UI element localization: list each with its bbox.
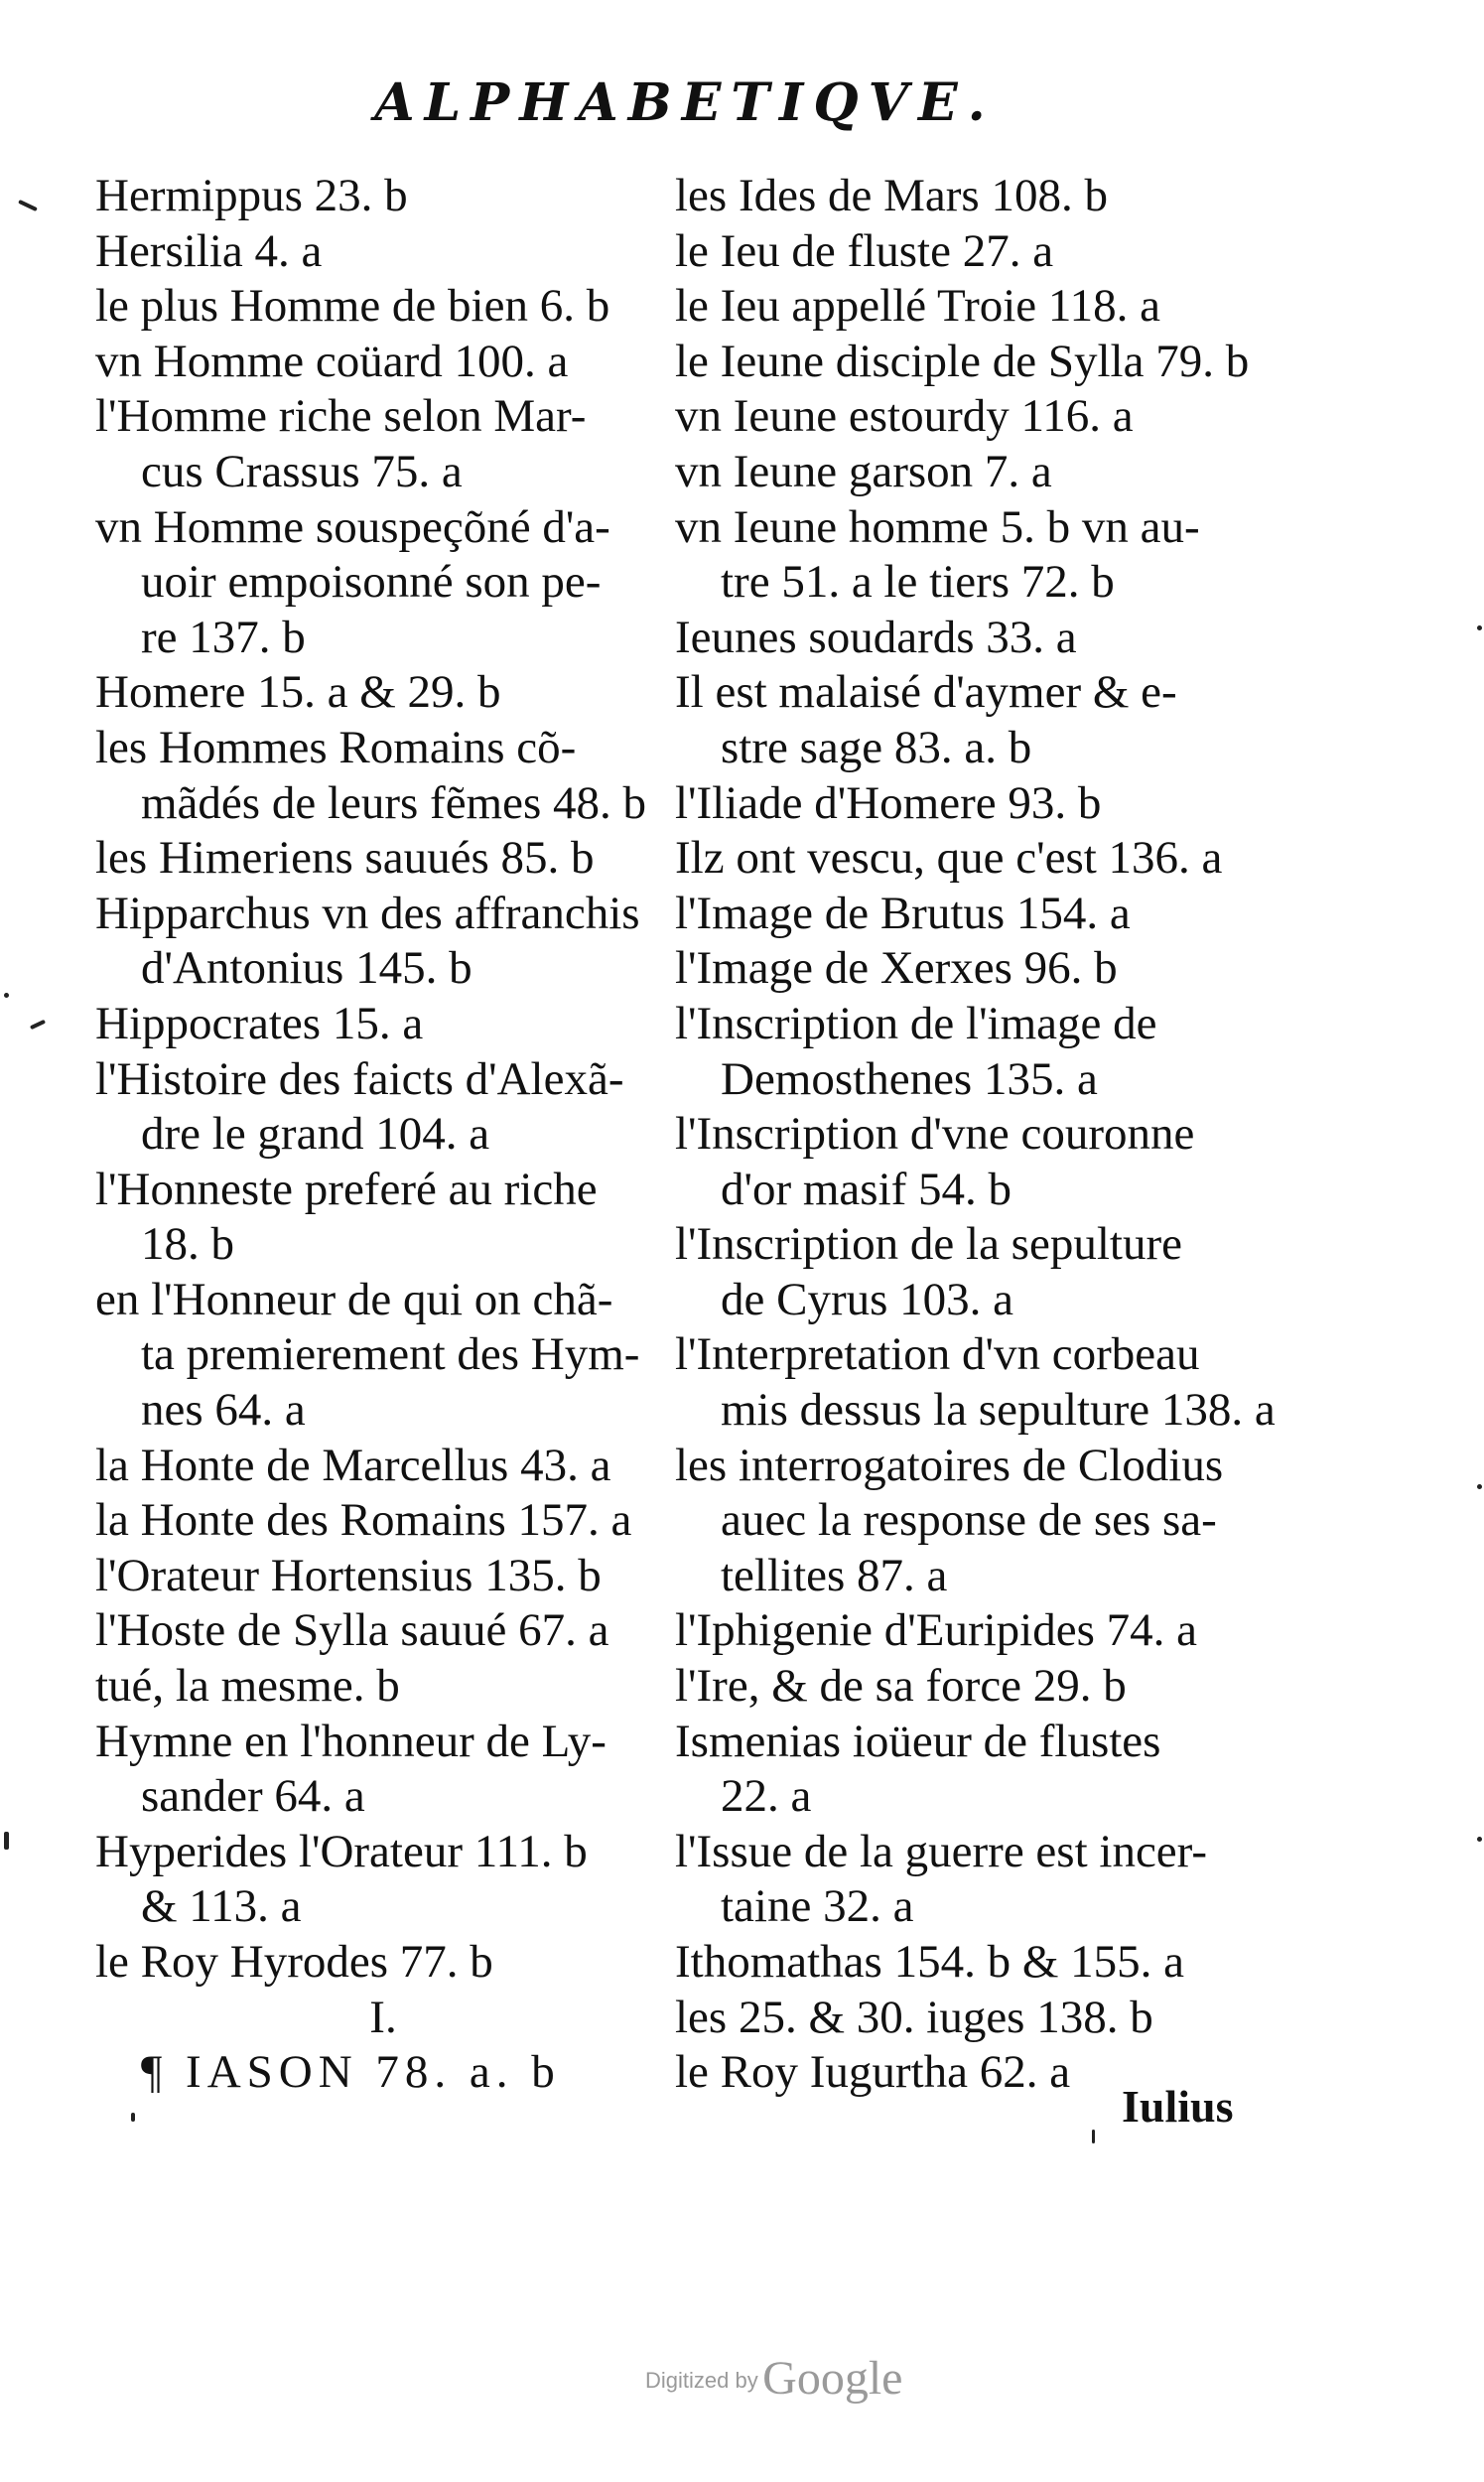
- index-entry-line: dre le grand 104. a: [141, 1108, 490, 1161]
- index-entry-line: Ismenias ioüeur de flustes: [675, 1715, 1161, 1767]
- index-entry-line: auec la response de ses sa-: [721, 1494, 1217, 1547]
- section-letter-heading: I.: [369, 1991, 397, 2043]
- scan-speck: [4, 1832, 9, 1850]
- index-entry-line: les 25. & 30. iuges 138. b: [675, 1991, 1153, 2043]
- index-entry-line: tué, la mesme. b: [95, 1660, 400, 1713]
- index-entry-line: stre sage 83. a. b: [721, 721, 1032, 773]
- index-entry-line: nes 64. a: [141, 1384, 306, 1437]
- index-entry-line: mis dessus la sepulture 138. a: [721, 1384, 1276, 1437]
- index-entry-line: 22. a: [721, 1770, 812, 1823]
- scan-speck: [30, 1020, 46, 1030]
- scan-speck: [1477, 1837, 1482, 1842]
- index-entry-line: de Cyrus 103. a: [721, 1273, 1014, 1325]
- index-entry-line: les interrogatoires de Clodius: [675, 1439, 1224, 1491]
- index-entry-line: Hermippus 23. b: [95, 170, 408, 221]
- index-entry-line: Hymne en l'honneur de Ly-: [95, 1715, 607, 1767]
- index-entry-line: Il est malaisé d'aymer & e-: [675, 666, 1177, 719]
- scan-speck: [18, 200, 38, 211]
- index-entry-line: tre 51. a le tiers 72. b: [721, 556, 1115, 609]
- index-entry-line: l'Inscription d'vne couronne: [675, 1108, 1195, 1161]
- running-head: ALPHABETIQVE.: [374, 72, 996, 133]
- catchword: Iulius: [1122, 2081, 1234, 2132]
- digitization-watermark: [645, 2351, 902, 2406]
- index-entry-line: l'Ire, & de sa force 29. b: [675, 1660, 1127, 1713]
- index-entry-line: l'Image de Xerxes 96. b: [675, 942, 1118, 995]
- index-column-right: [675, 169, 1276, 2101]
- index-entry-line: uoir empoisonné son pe-: [141, 556, 602, 609]
- index-entry-line: sander 64. a: [141, 1770, 365, 1823]
- index-entry-line: cus Crassus 75. a: [141, 445, 463, 497]
- index-entry-line: & 113. a: [141, 1880, 302, 1933]
- index-entry-line: Hyperides l'Orateur 111. b: [95, 1825, 588, 1877]
- scan-speck: [1477, 625, 1482, 630]
- index-entry-line: Ithomathas 154. b & 155. a: [675, 1936, 1185, 1988]
- index-entry-line: les Ides de Mars 108. b: [675, 170, 1108, 221]
- index-entry-line: le Roy Iugurtha 62. a: [675, 2046, 1071, 2099]
- index-entry-line: Hersilia 4. a: [95, 224, 323, 277]
- index-entry-line: Hippocrates 15. a: [95, 997, 424, 1049]
- scan-speck: [131, 2113, 135, 2122]
- index-entry-line: d'or masif 54. b: [721, 1163, 1012, 1215]
- scan-speck: [1092, 2130, 1095, 2143]
- index-entry-line: ¶ IASON 78. a. b: [141, 2046, 561, 2099]
- index-entry-line: l'Issue de la guerre est incer-: [675, 1825, 1208, 1877]
- index-entry-line: Ieunes soudards 33. a: [675, 611, 1077, 663]
- index-entry-line: la Honte des Romains 157. a: [95, 1494, 632, 1547]
- index-entry-line: 18. b: [141, 1218, 234, 1271]
- index-entry-line: l'Hoste de Sylla sauué 67. a: [95, 1604, 609, 1657]
- index-entry-line: Demosthenes 135. a: [721, 1052, 1098, 1105]
- index-entry-line: vn Homme coüard 100. a: [95, 335, 569, 387]
- watermark-brand: Google: [762, 2352, 903, 2405]
- index-entry-line: vn Homme souspeçõné d'a-: [95, 500, 610, 553]
- index-entry-line: l'Inscription de la sepulture: [675, 1218, 1182, 1271]
- scan-speck: [4, 993, 9, 998]
- index-entry-line: le Ieu appellé Troie 118. a: [675, 280, 1161, 333]
- index-entry-line: l'Homme riche selon Mar-: [95, 390, 587, 443]
- scan-speck: [1477, 1484, 1482, 1489]
- index-entry-line: l'Image de Brutus 154. a: [675, 887, 1131, 939]
- index-entry-line: en l'Honneur de qui on chã-: [95, 1273, 613, 1325]
- index-entry-line: la Honte de Marcellus 43. a: [95, 1439, 611, 1491]
- index-entry-line: l'Histoire des faicts d'Alexã-: [95, 1052, 624, 1105]
- index-entry-line: le plus Homme de bien 6. b: [95, 280, 610, 333]
- index-entry-line: Homere 15. a & 29. b: [95, 666, 501, 719]
- index-entry-line: tellites 87. a: [721, 1549, 948, 1601]
- index-entry-line: d'Antonius 145. b: [141, 942, 472, 995]
- index-entry-line: vn Ieune estourdy 116. a: [675, 390, 1134, 443]
- index-entry-line: re 137. b: [141, 611, 306, 663]
- index-entry-line: les Himeriens sauués 85. b: [95, 832, 595, 885]
- index-entry-line: ta premierement des Hym-: [141, 1328, 640, 1381]
- index-entry-line: Hipparchus vn des affranchis: [95, 887, 640, 939]
- index-entry-line: l'Iphigenie d'Euripides 74. a: [675, 1604, 1197, 1657]
- index-entry-line: le Ieune disciple de Sylla 79. b: [675, 335, 1250, 387]
- index-entry-line: le Roy Hyrodes 77. b: [95, 1936, 493, 1988]
- index-entry-line: l'Iliade d'Homere 93. b: [675, 776, 1102, 829]
- index-entry-line: l'Interpretation d'vn corbeau: [675, 1328, 1200, 1381]
- index-entry-line: vn Ieune homme 5. b vn au-: [675, 500, 1200, 553]
- index-entry-line: l'Inscription de l'image de: [675, 997, 1157, 1049]
- index-entry-line: l'Honneste preferé au riche: [95, 1163, 598, 1215]
- index-column-left: [95, 169, 671, 2101]
- index-entry-line: taine 32. a: [721, 1880, 914, 1933]
- watermark-prefix: Digitized by: [645, 2368, 758, 2393]
- index-entry-line: le Ieu de fluste 27. a: [675, 224, 1054, 277]
- index-entry-line: vn Ieune garson 7. a: [675, 445, 1052, 497]
- index-entry-line: les Hommes Romains cõ-: [95, 721, 577, 773]
- index-entry-line: mãdés de leurs fẽmes 48. b: [141, 776, 647, 829]
- index-entry-line: l'Orateur Hortensius 135. b: [95, 1549, 602, 1601]
- index-entry-line: Ilz ont vescu, que c'est 136. a: [675, 832, 1223, 885]
